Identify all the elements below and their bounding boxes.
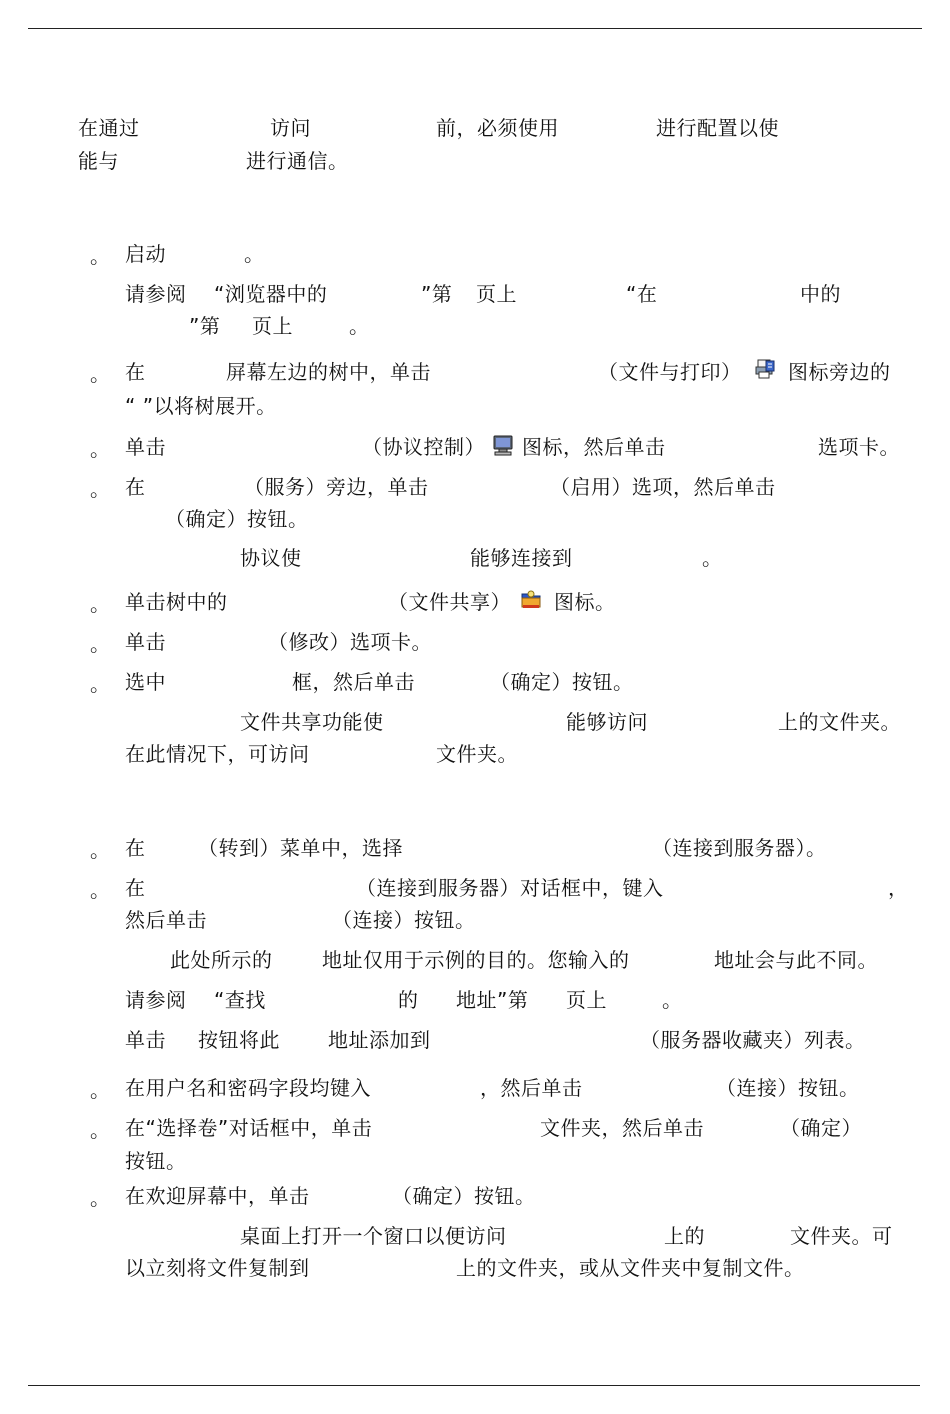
step-text: （修改）选项卡。 [268, 630, 432, 654]
step-text: 屏幕左边的树中，单击 [226, 360, 431, 384]
step-bullet: 。 [90, 477, 110, 501]
note-text: 地址添加到 [328, 1028, 431, 1052]
step-bullet: 。 [90, 362, 110, 386]
step-result: 上的 [664, 1224, 705, 1248]
intro-text: 能与 [78, 149, 119, 173]
step-text: 图标旁边的 [788, 360, 891, 384]
intro-text: 进行配置以使 [656, 116, 779, 140]
step-text: 框，然后单击 [292, 670, 415, 694]
step-text: 在 [125, 360, 146, 384]
step-text: （文件共享） [388, 590, 511, 614]
step-text: 在 [125, 475, 146, 499]
note-text: 地址会与此不同。 [714, 948, 878, 972]
step-text: 然后单击 [125, 908, 207, 932]
step-bullet: 。 [90, 632, 110, 656]
footer-rule [28, 1385, 920, 1386]
note-text: 按钮将此 [198, 1028, 280, 1052]
intro-text: 进行通信。 [246, 149, 349, 173]
header-rule [28, 28, 922, 29]
note-text: 此处所示的 [170, 948, 273, 972]
step-text: 在 [125, 836, 146, 860]
step-text: （文件与打印） [598, 360, 742, 384]
step-result: 能够连接到 [470, 546, 573, 570]
step-bullet: 。 [90, 1186, 110, 1210]
step-text: （服务）旁边，单击 [244, 475, 429, 499]
step-bullet: 。 [90, 672, 110, 696]
step-text: ， [888, 876, 909, 900]
reference-note: ”第 [189, 314, 221, 338]
step-text: 图标。 [554, 590, 616, 614]
reference-note: 请参阅 [125, 282, 187, 306]
step-result: 以立刻将文件复制到 [125, 1256, 310, 1280]
step-text: ，然后单击 [480, 1076, 583, 1100]
step-result: 上的文件夹。 [778, 710, 901, 734]
note-text: 单击 [125, 1028, 166, 1052]
step-text: 单击 [125, 435, 166, 459]
reference-note: 页上 [566, 988, 607, 1012]
step-text: 在用户名和密码字段均键入 [125, 1076, 371, 1100]
step-text: 启动 [125, 242, 166, 266]
step-text: 在 [125, 876, 146, 900]
step-text: （连接到服务器）。 [652, 836, 827, 860]
reference-note: ”第 [421, 282, 453, 306]
step-text: （转到）菜单中，选择 [198, 836, 403, 860]
reference-note: 页上 [476, 282, 517, 306]
step-text: 按钮。 [125, 1149, 187, 1173]
step-text: （确定）按钮。 [392, 1184, 536, 1208]
step-result: 文件共享功能使 [240, 710, 384, 734]
step-text: 在欢迎屏幕中，单击 [125, 1184, 310, 1208]
reference-note: 的 [398, 988, 419, 1012]
step-bullet: 。 [90, 1118, 110, 1142]
step-text: （连接）按钮。 [716, 1076, 860, 1100]
reference-note: 中的 [800, 282, 841, 306]
step-result: 文件夹。可 [790, 1224, 893, 1248]
step-text: 文件夹，然后单击 [540, 1116, 704, 1140]
note-text: （服务器收藏夹）列表。 [640, 1028, 866, 1052]
step-text: （连接到服务器）对话框中，键入 [356, 876, 664, 900]
reference-note: “浏览器中的 [214, 282, 328, 306]
reference-note: 地址”第 [456, 988, 529, 1012]
intro-text: 访问 [270, 116, 311, 140]
step-bullet: 。 [90, 1078, 110, 1102]
step-text: （连接）按钮。 [332, 908, 476, 932]
reference-note: “在 [626, 282, 658, 306]
step-text: （确定）按钮。 [490, 670, 634, 694]
step-result: 。 [702, 546, 723, 570]
step-result: 文件夹。 [436, 742, 518, 766]
step-bullet: 。 [90, 878, 110, 902]
step-text: 单击树中的 [125, 590, 228, 614]
step-text: （确定） [780, 1116, 862, 1140]
step-text: 选中 [125, 670, 166, 694]
reference-note: “查找 [214, 988, 266, 1012]
step-result: 上的文件夹，或从文件夹中复制文件。 [456, 1256, 805, 1280]
step-text: 单击 [125, 630, 166, 654]
step-text: 在“选择卷”对话框中，单击 [125, 1116, 373, 1140]
step-bullet: 。 [90, 437, 110, 461]
step-result: 能够访问 [566, 710, 648, 734]
step-result: 在此情况下，可访问 [125, 742, 310, 766]
intro-text: 在通过 [78, 116, 140, 140]
step-result: 桌面上打开一个窗口以便访问 [240, 1224, 507, 1248]
step-text: （确定）按钮。 [165, 507, 309, 531]
step-bullet: 。 [90, 838, 110, 862]
computer-monitor-icon [492, 434, 514, 456]
step-text: （启用）选项，然后单击 [550, 475, 776, 499]
reference-note: 。 [349, 314, 370, 338]
reference-note: 页上 [252, 314, 293, 338]
step-bullet: 。 [90, 244, 110, 268]
step-text: （协议控制） [362, 435, 485, 459]
note-text: 地址仅用于示例的目的。您输入的 [322, 948, 630, 972]
step-text: 选项卡。 [818, 435, 900, 459]
reference-note: 请参阅 [125, 988, 187, 1012]
intro-text: 前，必须使用 [436, 116, 559, 140]
reference-note: 。 [662, 988, 683, 1012]
step-text: 图标，然后单击 [522, 435, 666, 459]
step-text: 。 [244, 242, 265, 266]
step-text: “ ”以将树展开。 [125, 394, 277, 418]
step-bullet: 。 [90, 592, 110, 616]
file-sharing-icon [520, 588, 542, 610]
file-print-icon [754, 358, 776, 380]
step-result: 协议使 [240, 546, 302, 570]
